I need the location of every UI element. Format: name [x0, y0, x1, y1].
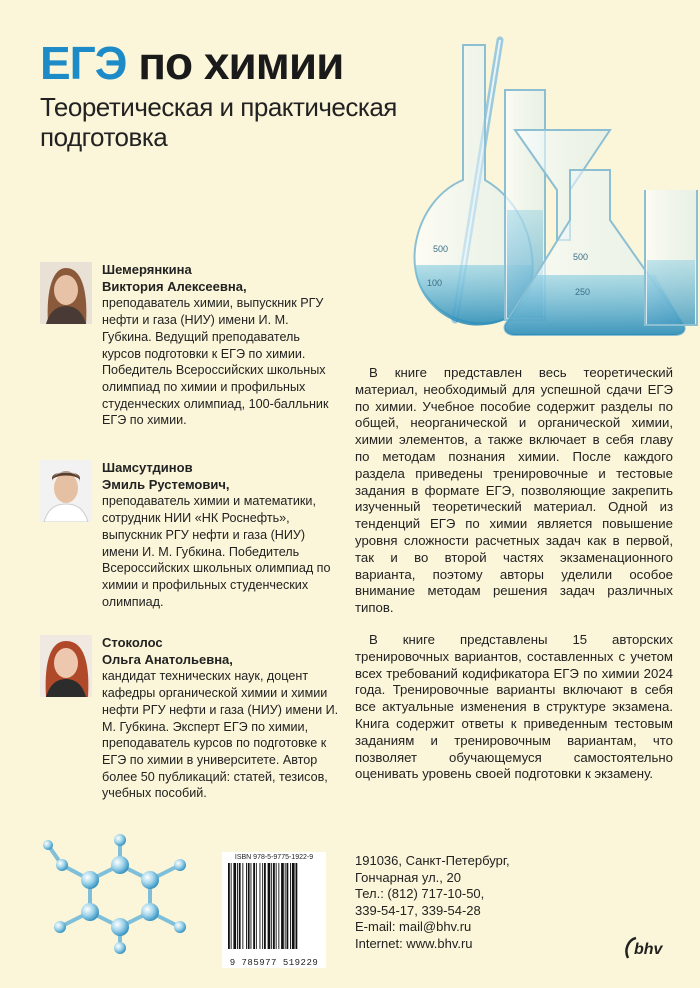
title-block [40, 38, 397, 152]
flask-mark-4: 250 [575, 287, 591, 297]
barcode-bar [264, 863, 266, 949]
flask-mark-2: 100 [427, 278, 443, 288]
barcode-bar [292, 863, 295, 949]
barcode-bar [246, 863, 247, 949]
author-card-2 [40, 460, 340, 610]
author-card-1 [40, 262, 340, 429]
barcode-bar [296, 863, 298, 949]
flask-mark-1: 500 [433, 244, 449, 254]
author-bio-3: кандидат технических наук, доцент кафедры органической химии и химии нефти РГУ нефти и газа (НИУ) имени И. М. Губкина. Эксперт ЕГЭ по химии, преподаватель курсов по подготовке к ЕГЭ по химии в университете. Автор более 50 публикаций: статей, тезисов, учебных пособий. [102, 669, 339, 801]
barcode-bar [281, 863, 284, 949]
book-title [40, 38, 397, 88]
barcode-bar [262, 863, 263, 949]
author-surname-3: Стоколос [102, 635, 163, 650]
barcode-bar [233, 863, 236, 949]
barcode-bar [237, 863, 238, 949]
author-bio-2: преподаватель химии и математики, сотрудник НИИ «НК Роснефть», выпускник РГУ нефти и газа (НИУ) имени И. М. Губкина. Победитель Всероссийских школьных олимпиад по химии и профильных студенческих олимпиад. [102, 494, 331, 609]
author-card-3 [40, 635, 340, 802]
author-photo-3 [40, 635, 92, 697]
author-text-1 [102, 262, 340, 429]
author-bio-1: преподаватель химии, выпускник РГУ нефти и газа (НИУ) имени И. М. Губкина. Ведущий преподаватель курсов подготовки к ЕГЭ по химии. Победитель Всероссийских школьных олимпиад по химии и профильных студенческих олимпиад, 100-балльник ЕГЭ по химии. [102, 296, 329, 428]
isbn-text: ISBN 978-5-9775-1922-9 [234, 854, 314, 861]
address-line-2: Гончарная ул., 20 [355, 869, 461, 885]
phone-line-1: Тел.: (812) 717-10-50, [355, 886, 485, 902]
barcode-bar [228, 863, 230, 949]
barcode-bar [276, 863, 277, 949]
author-photo-2 [40, 460, 92, 522]
logo-text: bhv [634, 941, 663, 958]
molecule-illustration [40, 830, 200, 955]
author-photo-1 [40, 262, 92, 324]
title-accent: ЕГЭ [40, 37, 127, 89]
author-given-1: Виктория Алексеевна, [102, 278, 247, 294]
subtitle-line-2: подготовка [40, 122, 168, 152]
book-subtitle [40, 92, 397, 152]
author-text-2 [102, 460, 340, 610]
isbn-barcode [222, 852, 326, 968]
internet-line: Internet: www.bhv.ru [355, 935, 473, 951]
barcode-bar [287, 863, 289, 949]
author-surname-2: Шамсутдинов [102, 460, 193, 475]
barcode-bar [278, 863, 279, 949]
barcode-bar [253, 863, 255, 949]
subtitle-line-1: Теоретическая и практическая [40, 92, 397, 122]
barcode-bar [239, 863, 241, 949]
barcode-image [222, 861, 326, 953]
author-given-3: Ольга Анатольевна, [102, 651, 233, 667]
title-rest: по химии [126, 37, 344, 89]
phone-line-2: 339-54-17, 339-54-28 [355, 902, 481, 918]
author-surname-1: Шемерянкина [102, 262, 192, 277]
barcode-bar [260, 863, 261, 949]
publisher-logo [622, 932, 682, 967]
description-paragraph-1: В книге представлен весь теоретический материал, необходимый для успешной сдачи ЕГЭ по химии. Учебное пособие содержит разделы по общей, неорганической и органической химии, химии элементов, а также включает в себя главу по методам познания химии. После каждого раздела приведены тренировочные и тестовые задания в формате ЕГЭ, позволяющие закрепить изученный теоретический материал. Одной из тенденций ЕГЭ по химии является повышение уровня сложности расчетных задач как в первой, так и во второй частях экзаменационного варианта, поэтому авторы уделили особое внимание методам решения задач различных типов. [355, 365, 673, 616]
publisher-contacts [355, 853, 555, 953]
barcode-bar [248, 863, 250, 949]
author-text-3 [102, 635, 340, 802]
barcode-bar [273, 863, 275, 949]
flask-mark-3: 500 [573, 252, 589, 262]
author-given-2: Эмиль Рустемович, [102, 476, 230, 492]
email-line: E-mail: mail@bhv.ru [355, 919, 472, 935]
barcode-number: 9 785977 519229 [229, 958, 319, 968]
barcode-bar [231, 863, 232, 949]
barcode-bar [268, 863, 271, 949]
barcode-bar [256, 863, 257, 949]
barcode-bar [290, 863, 291, 949]
barcode-bar [251, 863, 252, 949]
lab-glassware-illustration [405, 30, 700, 340]
description-paragraph-2: В книге представлены 15 авторских тренировочных вариантов, составленных с учетом всех требований кодификатора ЕГЭ по химии 2024 года. Тренировочные варианты включают в себя все актуальные изменения в структуре экзамена. Книга содержит ответы к приведенным тестовым заданиям и тренировочным вариантам, что позволяет обучающемуся самостоятельно оценивать уровень своей подготовки к экзамену. [355, 632, 673, 782]
barcode-bar [242, 863, 243, 949]
barcode-bar [285, 863, 286, 949]
address-line-1: 191036, Санкт-Петербург, [355, 853, 510, 868]
barcode-bar [271, 863, 272, 949]
